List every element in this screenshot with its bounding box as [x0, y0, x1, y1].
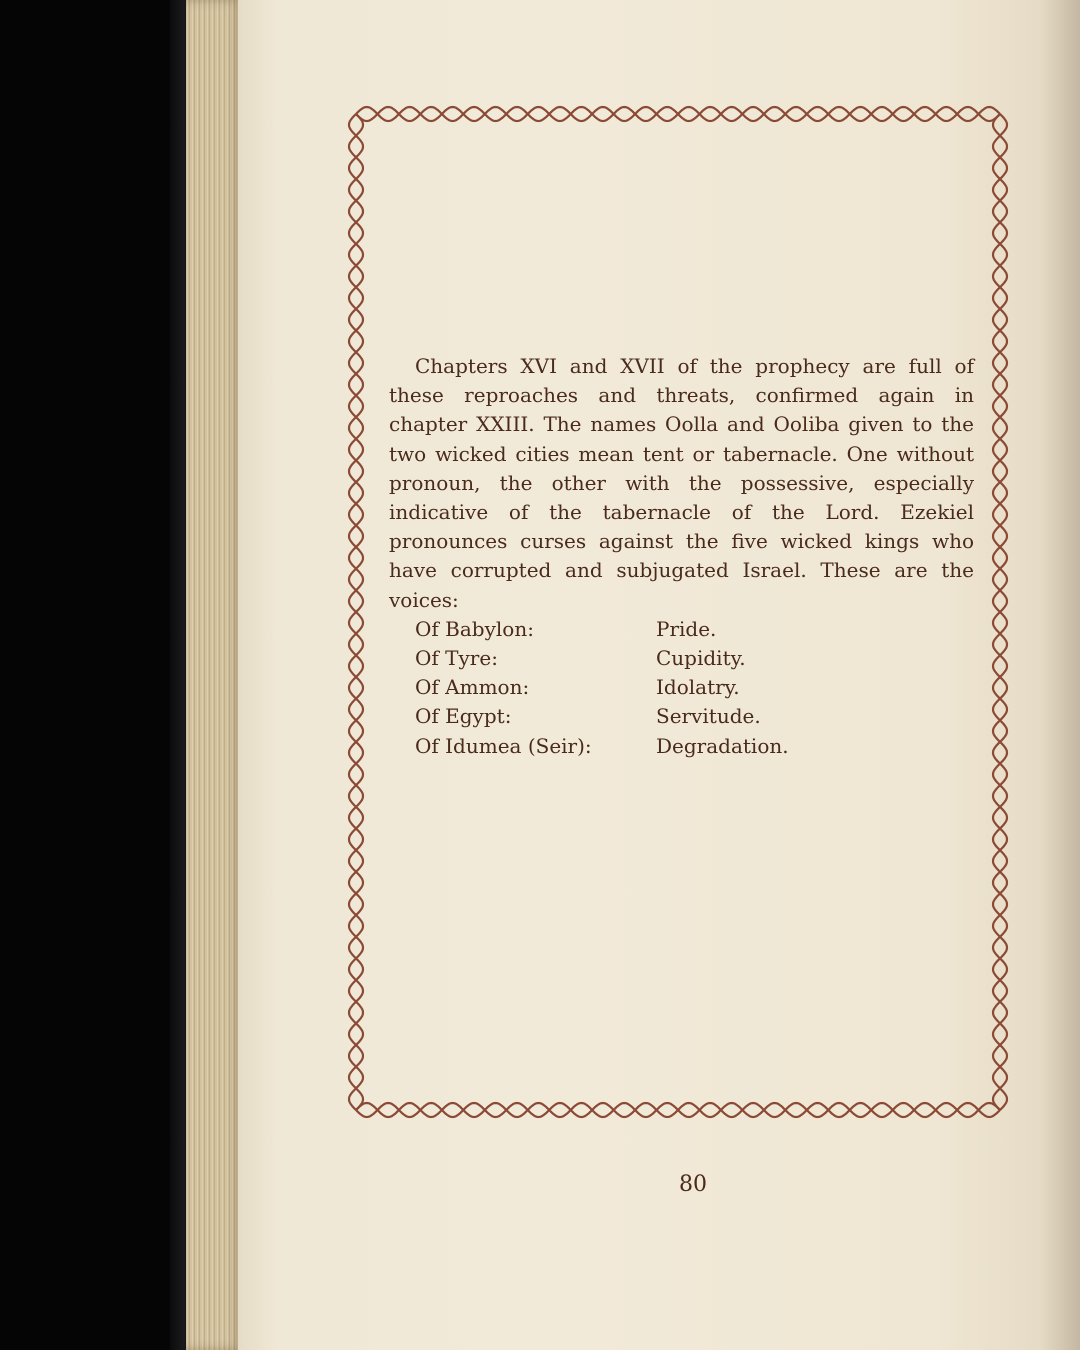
page-gutter-shadow: [1040, 0, 1080, 1350]
page-number: 80: [679, 1172, 707, 1197]
border-bottom-strand-b: [356, 1103, 1000, 1117]
voice-nation: Of Babylon:: [415, 616, 534, 641]
page-stack-edge: [186, 0, 242, 1350]
border-top-strand-b: [356, 107, 1000, 121]
voice-nation: Of Tyre:: [415, 646, 498, 671]
voice-row: [389, 615, 974, 644]
voice-quality: Servitude.: [656, 704, 761, 729]
voice-row: [389, 732, 974, 761]
voice-row: [389, 702, 974, 731]
text-block: [389, 352, 974, 761]
voice-quality: Pride.: [656, 616, 717, 641]
border-left-strand-b: [349, 114, 363, 1110]
voice-nation: Of Egypt:: [415, 704, 512, 729]
voice-quality: Cupidity.: [656, 646, 746, 671]
border-right-strand-b: [993, 114, 1007, 1110]
voice-nation: Of Idumea (Seir):: [415, 733, 592, 758]
voice-nation: Of Ammon:: [415, 675, 530, 700]
voice-quality: Degradation.: [656, 733, 789, 758]
voice-row: [389, 644, 974, 673]
voice-row: [389, 673, 974, 702]
voice-quality: Idolatry.: [656, 675, 740, 700]
body-paragraph: Chapters XVI and XVII of the prophecy are full of these reproaches and threats, confirmed again in chapter XXIII. The names Oolla and Ooliba given to the two wicked cities mean tent or tabernacle. One without pronoun, the other with the possessive, especially indicative of the tabernacle of the Lord. Ezekiel pronounces curses against the five wicked kings who have corrupted and subjugated Israel. These are the voices:: [389, 354, 974, 612]
voices-list: [389, 615, 974, 761]
